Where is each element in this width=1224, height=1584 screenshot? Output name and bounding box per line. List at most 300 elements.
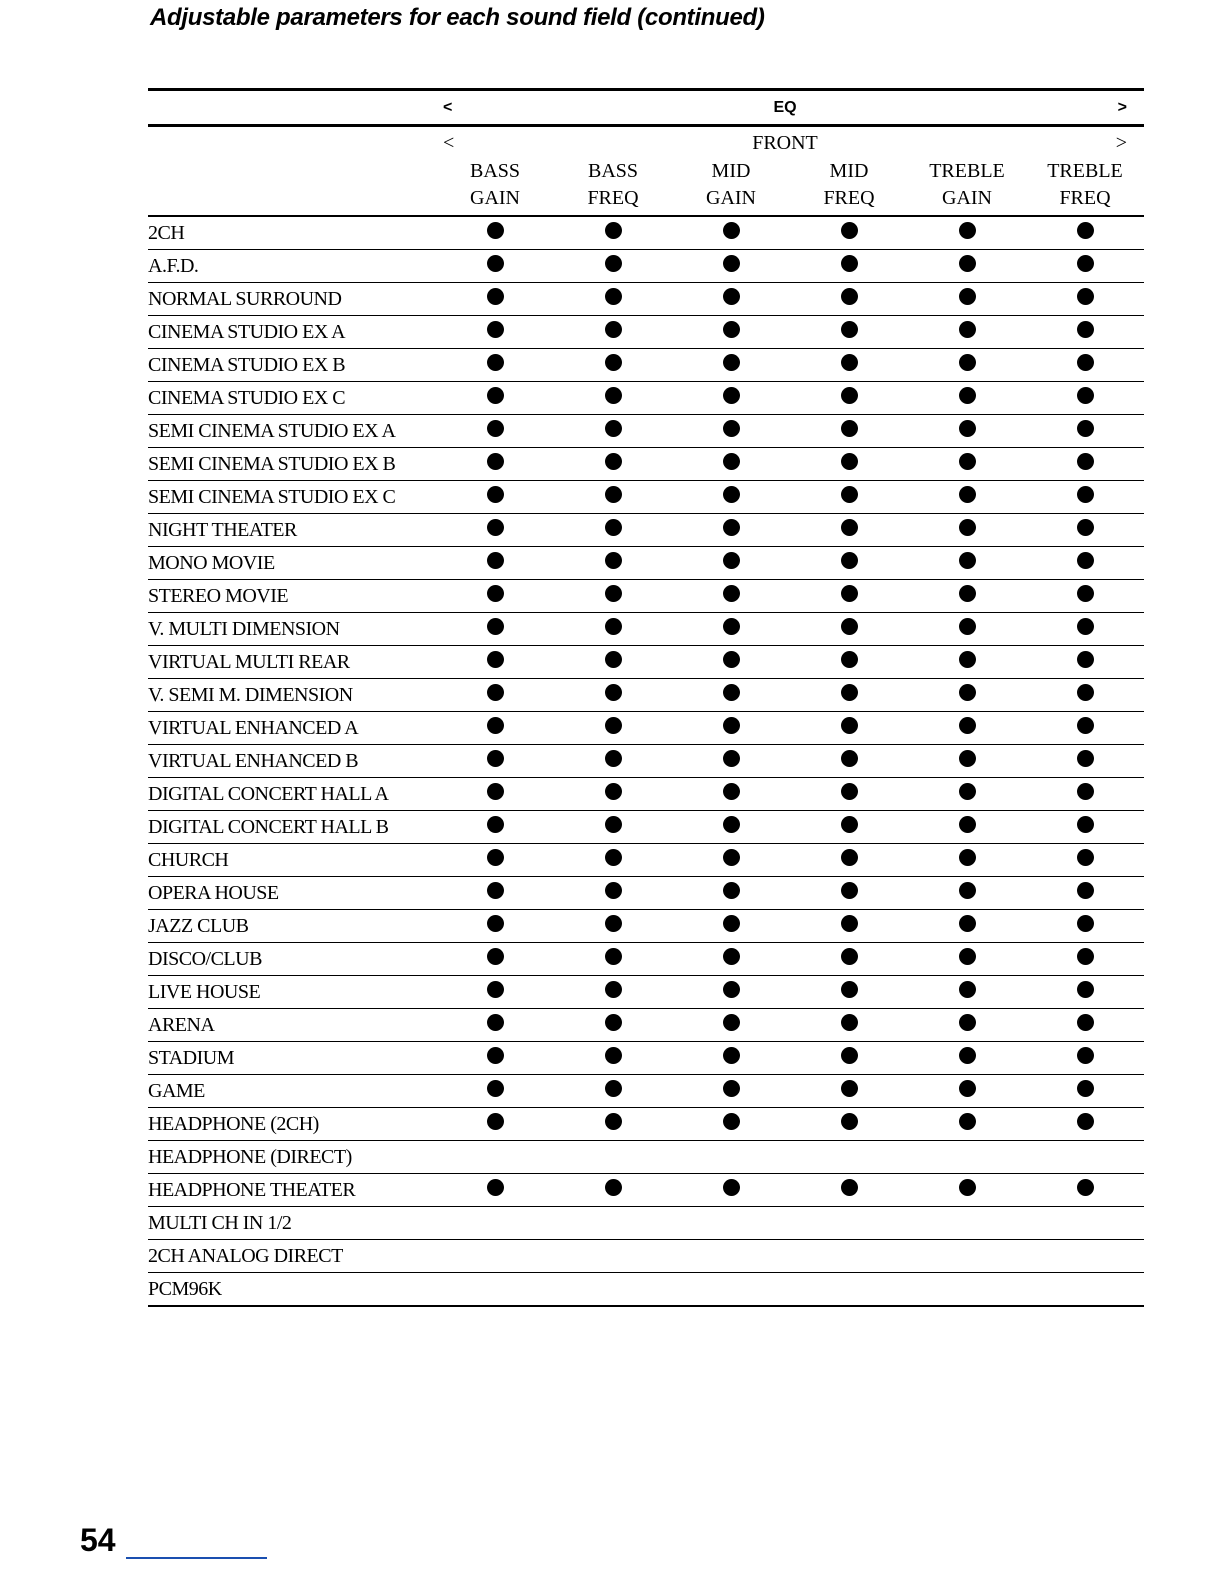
table-body xyxy=(148,216,1144,1306)
adjustable-dot-icon xyxy=(959,420,976,437)
parameter-cell xyxy=(908,646,1026,679)
table-row xyxy=(148,349,1144,382)
parameter-cell xyxy=(436,580,554,613)
adjustable-dot-icon xyxy=(487,1014,504,1031)
adjustable-dot-icon xyxy=(1077,354,1094,371)
parameter-cell xyxy=(908,844,1026,877)
parameter-cell xyxy=(908,448,1026,481)
page-title: Adjustable parameters for each sound field (continued) xyxy=(150,4,765,31)
sound-field-name: V. SEMI M. DIMENSION xyxy=(148,679,436,712)
sound-field-name: STADIUM xyxy=(148,1042,436,1075)
column-header-line1: BASS xyxy=(587,160,639,182)
parameter-cell xyxy=(436,844,554,877)
parameter-cell xyxy=(790,745,908,778)
parameter-cell xyxy=(672,1207,790,1240)
sound-field-name: GAME xyxy=(148,1075,436,1108)
parameter-cell xyxy=(1026,877,1144,910)
adjustable-dot-icon xyxy=(723,981,740,998)
adjustable-dot-icon xyxy=(841,354,858,371)
adjustable-dot-icon xyxy=(487,519,504,536)
parameter-cell xyxy=(554,1009,672,1042)
parameter-cell xyxy=(672,250,790,283)
adjustable-dot-icon xyxy=(487,948,504,965)
parameter-cell xyxy=(554,382,672,415)
parameter-cell xyxy=(790,514,908,547)
parameter-cell xyxy=(436,712,554,745)
parameter-cell xyxy=(554,547,672,580)
parameter-cell xyxy=(1026,1009,1144,1042)
eq-left-bracket: < xyxy=(443,98,453,116)
adjustable-dot-icon xyxy=(959,321,976,338)
adjustable-dot-icon xyxy=(1077,321,1094,338)
adjustable-dot-icon xyxy=(1077,1179,1094,1196)
parameter-cell xyxy=(908,1174,1026,1207)
parameter-cell xyxy=(672,844,790,877)
adjustable-dot-icon xyxy=(487,684,504,701)
parameter-cell xyxy=(790,349,908,382)
parameter-cell xyxy=(790,679,908,712)
parameter-cell xyxy=(554,679,672,712)
parameter-cell xyxy=(672,1174,790,1207)
column-header xyxy=(672,158,790,216)
adjustable-dot-icon xyxy=(959,618,976,635)
parameter-cell xyxy=(1026,514,1144,547)
parameter-cell xyxy=(436,1240,554,1273)
adjustable-dot-icon xyxy=(1077,882,1094,899)
parameter-cell xyxy=(908,349,1026,382)
parameter-cell xyxy=(908,481,1026,514)
parameter-cell xyxy=(672,283,790,316)
parameter-cell xyxy=(908,679,1026,712)
adjustable-dot-icon xyxy=(841,288,858,305)
sound-field-name: MONO MOVIE xyxy=(148,547,436,580)
parameter-cell xyxy=(436,778,554,811)
adjustable-dot-icon xyxy=(723,1014,740,1031)
adjustable-dot-icon xyxy=(723,1179,740,1196)
page-number-rule xyxy=(126,1557,267,1559)
parameter-cell xyxy=(554,646,672,679)
table-row xyxy=(148,679,1144,712)
column-header-line1: TREBLE xyxy=(929,160,1005,182)
adjustable-dot-icon xyxy=(723,255,740,272)
sound-field-name: 2CH xyxy=(148,216,436,250)
adjustable-dot-icon xyxy=(841,915,858,932)
sound-field-name: ARENA xyxy=(148,1009,436,1042)
adjustable-dot-icon xyxy=(605,783,622,800)
adjustable-dot-icon xyxy=(605,816,622,833)
parameter-cell xyxy=(790,778,908,811)
adjustable-dot-icon xyxy=(487,321,504,338)
parameter-cell xyxy=(1026,1075,1144,1108)
column-header-row xyxy=(148,158,1144,216)
parameter-cell xyxy=(554,415,672,448)
adjustable-dot-icon xyxy=(723,651,740,668)
column-header-line2: FREQ xyxy=(587,187,639,209)
sound-field-name: CINEMA STUDIO EX A xyxy=(148,316,436,349)
adjustable-dot-icon xyxy=(487,882,504,899)
parameter-cell xyxy=(672,1042,790,1075)
adjustable-dot-icon xyxy=(841,585,858,602)
sound-field-name: PCM96K xyxy=(148,1273,436,1307)
table-row xyxy=(148,1273,1144,1307)
adjustable-dot-icon xyxy=(959,651,976,668)
sound-field-name: SEMI CINEMA STUDIO EX C xyxy=(148,481,436,514)
parameter-cell xyxy=(436,382,554,415)
parameter-cell xyxy=(908,1141,1026,1174)
adjustable-dot-icon xyxy=(959,1179,976,1196)
sound-field-name: DISCO/CLUB xyxy=(148,943,436,976)
adjustable-dot-icon xyxy=(605,321,622,338)
adjustable-dot-icon xyxy=(841,882,858,899)
adjustable-dot-icon xyxy=(723,1047,740,1064)
table-row xyxy=(148,1240,1144,1273)
table-row xyxy=(148,250,1144,283)
parameter-cell xyxy=(672,613,790,646)
adjustable-dot-icon xyxy=(841,519,858,536)
parameter-cell xyxy=(1026,910,1144,943)
parameter-cell xyxy=(436,250,554,283)
parameter-cell xyxy=(436,1108,554,1141)
adjustable-dot-icon xyxy=(841,651,858,668)
adjustable-dot-icon xyxy=(487,717,504,734)
parameter-cell xyxy=(908,943,1026,976)
parameter-cell xyxy=(436,1174,554,1207)
parameter-cell xyxy=(672,745,790,778)
adjustable-dot-icon xyxy=(959,948,976,965)
adjustable-dot-icon xyxy=(959,1080,976,1097)
header-blank xyxy=(148,90,436,126)
parameter-cell xyxy=(672,382,790,415)
sound-field-name: VIRTUAL MULTI REAR xyxy=(148,646,436,679)
column-header-line2: FREQ xyxy=(1059,187,1111,209)
parameter-cell xyxy=(672,1009,790,1042)
parameter-cell xyxy=(908,745,1026,778)
column-header xyxy=(1026,158,1144,216)
adjustable-dot-icon xyxy=(841,552,858,569)
adjustable-dot-icon xyxy=(841,1014,858,1031)
parameter-cell xyxy=(1026,811,1144,844)
parameter-cell xyxy=(554,250,672,283)
parameter-cell xyxy=(672,1273,790,1307)
adjustable-dot-icon xyxy=(605,486,622,503)
adjustable-dot-icon xyxy=(1077,981,1094,998)
adjustable-dot-icon xyxy=(1077,1047,1094,1064)
parameter-cell xyxy=(672,415,790,448)
adjustable-dot-icon xyxy=(841,849,858,866)
adjustable-dot-icon xyxy=(841,1047,858,1064)
table-row xyxy=(148,1042,1144,1075)
table-row xyxy=(148,1174,1144,1207)
parameter-cell xyxy=(554,580,672,613)
adjustable-dot-icon xyxy=(1077,750,1094,767)
adjustable-dot-icon xyxy=(605,750,622,767)
adjustable-dot-icon xyxy=(487,453,504,470)
parameter-cell xyxy=(436,1273,554,1307)
adjustable-dot-icon xyxy=(723,321,740,338)
adjustable-dot-icon xyxy=(487,486,504,503)
parameter-cell xyxy=(790,976,908,1009)
sound-field-name: CHURCH xyxy=(148,844,436,877)
column-header-line1: MID xyxy=(711,160,751,182)
adjustable-dot-icon xyxy=(1077,1113,1094,1130)
adjustable-dot-icon xyxy=(487,420,504,437)
adjustable-dot-icon xyxy=(959,1014,976,1031)
table-row xyxy=(148,1075,1144,1108)
parameter-cell xyxy=(908,216,1026,250)
parameter-cell xyxy=(790,481,908,514)
adjustable-dot-icon xyxy=(605,651,622,668)
parameter-cell xyxy=(790,1075,908,1108)
adjustable-dot-icon xyxy=(959,915,976,932)
parameter-cell xyxy=(908,250,1026,283)
parameter-cell xyxy=(554,216,672,250)
parameter-cell xyxy=(436,910,554,943)
parameter-cell xyxy=(790,1108,908,1141)
column-header-line1: TREBLE xyxy=(1047,160,1123,182)
column-header-line1: BASS xyxy=(469,160,521,182)
eq-group-header xyxy=(436,90,1144,126)
adjustable-dot-icon xyxy=(959,552,976,569)
parameter-cell xyxy=(1026,283,1144,316)
parameter-cell xyxy=(1026,1174,1144,1207)
parameter-cell xyxy=(554,514,672,547)
parameter-cell xyxy=(436,976,554,1009)
adjustable-dot-icon xyxy=(605,618,622,635)
column-header-line2: GAIN xyxy=(706,187,756,209)
table-row xyxy=(148,382,1144,415)
parameter-cell xyxy=(554,976,672,1009)
sound-field-name: MULTI CH IN 1/2 xyxy=(148,1207,436,1240)
parameter-cell xyxy=(554,1174,672,1207)
parameter-cell xyxy=(1026,250,1144,283)
table-row xyxy=(148,778,1144,811)
table-row xyxy=(148,316,1144,349)
parameter-cell xyxy=(1026,646,1144,679)
adjustable-dot-icon xyxy=(959,750,976,767)
parameter-cell xyxy=(672,216,790,250)
adjustable-dot-icon xyxy=(487,618,504,635)
sound-field-name: 2CH ANALOG DIRECT xyxy=(148,1240,436,1273)
adjustable-dot-icon xyxy=(959,255,976,272)
adjustable-dot-icon xyxy=(605,1113,622,1130)
table-row xyxy=(148,1207,1144,1240)
parameter-cell xyxy=(1026,844,1144,877)
adjustable-dot-icon xyxy=(605,849,622,866)
adjustable-dot-icon xyxy=(841,948,858,965)
parameter-cell xyxy=(790,1273,908,1307)
adjustable-dot-icon xyxy=(723,1080,740,1097)
sound-field-name: HEADPHONE (2CH) xyxy=(148,1108,436,1141)
parameter-cell xyxy=(1026,712,1144,745)
table-row xyxy=(148,613,1144,646)
parameter-cell xyxy=(908,547,1026,580)
parameter-cell xyxy=(554,1108,672,1141)
parameter-cell xyxy=(790,1009,908,1042)
adjustable-dot-icon xyxy=(487,222,504,239)
adjustable-dot-icon xyxy=(487,552,504,569)
table-row xyxy=(148,283,1144,316)
adjustable-dot-icon xyxy=(487,651,504,668)
adjustable-dot-icon xyxy=(841,321,858,338)
adjustable-dot-icon xyxy=(487,585,504,602)
parameter-cell xyxy=(672,547,790,580)
parameter-cell xyxy=(790,1174,908,1207)
parameter-cell xyxy=(1026,216,1144,250)
parameter-cell xyxy=(1026,316,1144,349)
table-row xyxy=(148,580,1144,613)
parameter-cell xyxy=(790,1207,908,1240)
parameter-cell xyxy=(1026,613,1144,646)
parameter-cell xyxy=(436,1141,554,1174)
adjustable-dot-icon xyxy=(723,684,740,701)
adjustable-dot-icon xyxy=(723,948,740,965)
parameter-cell xyxy=(436,679,554,712)
parameter-cell xyxy=(672,943,790,976)
table-row xyxy=(148,712,1144,745)
adjustable-dot-icon xyxy=(959,1047,976,1064)
adjustable-dot-icon xyxy=(723,288,740,305)
sound-field-name: STEREO MOVIE xyxy=(148,580,436,613)
table-row xyxy=(148,910,1144,943)
parameter-cell xyxy=(554,811,672,844)
adjustable-dot-icon xyxy=(487,915,504,932)
parameter-cell xyxy=(1026,1042,1144,1075)
adjustable-dot-icon xyxy=(841,453,858,470)
parameter-cell xyxy=(1026,976,1144,1009)
parameter-cell xyxy=(436,1075,554,1108)
parameter-cell xyxy=(436,877,554,910)
adjustable-dot-icon xyxy=(723,882,740,899)
parameter-cell xyxy=(554,877,672,910)
adjustable-dot-icon xyxy=(959,717,976,734)
parameter-cell xyxy=(436,646,554,679)
adjustable-dot-icon xyxy=(1077,816,1094,833)
parameter-cell xyxy=(908,1009,1026,1042)
parameter-cell xyxy=(1026,943,1144,976)
column-header xyxy=(908,158,1026,216)
adjustable-dot-icon xyxy=(723,1113,740,1130)
adjustable-dot-icon xyxy=(841,420,858,437)
sound-field-name: VIRTUAL ENHANCED B xyxy=(148,745,436,778)
parameter-cell xyxy=(790,250,908,283)
adjustable-dot-icon xyxy=(1077,519,1094,536)
parameters-table xyxy=(148,88,1144,1307)
column-header-line2: FREQ xyxy=(823,187,875,209)
parameter-cell xyxy=(672,910,790,943)
parameter-cell xyxy=(908,778,1026,811)
parameter-cell xyxy=(554,1273,672,1307)
parameter-cell xyxy=(436,481,554,514)
parameter-cell xyxy=(1026,448,1144,481)
column-header xyxy=(436,158,554,216)
parameter-cell xyxy=(908,1108,1026,1141)
table-row xyxy=(148,547,1144,580)
parameter-cell xyxy=(554,844,672,877)
sound-field-name: NIGHT THEATER xyxy=(148,514,436,547)
adjustable-dot-icon xyxy=(841,750,858,767)
sound-field-name: SEMI CINEMA STUDIO EX B xyxy=(148,448,436,481)
adjustable-dot-icon xyxy=(723,453,740,470)
sound-field-name: OPERA HOUSE xyxy=(148,877,436,910)
parameter-cell xyxy=(790,1042,908,1075)
adjustable-dot-icon xyxy=(1077,453,1094,470)
adjustable-dot-icon xyxy=(605,684,622,701)
adjustable-dot-icon xyxy=(723,816,740,833)
parameter-cell xyxy=(672,1141,790,1174)
parameter-cell xyxy=(908,910,1026,943)
parameter-cell xyxy=(790,283,908,316)
parameter-cell xyxy=(672,1240,790,1273)
parameter-cell xyxy=(672,811,790,844)
parameter-cell xyxy=(672,712,790,745)
parameter-cell xyxy=(790,844,908,877)
parameter-cell xyxy=(1026,382,1144,415)
adjustable-dot-icon xyxy=(723,717,740,734)
parameter-cell xyxy=(1026,415,1144,448)
adjustable-dot-icon xyxy=(487,255,504,272)
parameter-cell xyxy=(436,1009,554,1042)
adjustable-dot-icon xyxy=(487,354,504,371)
parameter-cell xyxy=(554,1207,672,1240)
parameter-cell xyxy=(672,1108,790,1141)
parameter-cell xyxy=(790,1240,908,1273)
column-header-line2: GAIN xyxy=(942,187,992,209)
adjustable-dot-icon xyxy=(605,1047,622,1064)
adjustable-dot-icon xyxy=(841,486,858,503)
parameter-cell xyxy=(1026,1240,1144,1273)
adjustable-dot-icon xyxy=(605,1080,622,1097)
adjustable-dot-icon xyxy=(1077,684,1094,701)
eq-header-row xyxy=(148,90,1144,126)
parameter-cell xyxy=(1026,1108,1144,1141)
parameter-cell xyxy=(436,283,554,316)
adjustable-dot-icon xyxy=(723,585,740,602)
parameter-cell xyxy=(436,1042,554,1075)
parameter-cell xyxy=(672,778,790,811)
parameter-cell xyxy=(672,580,790,613)
adjustable-dot-icon xyxy=(1077,255,1094,272)
adjustable-dot-icon xyxy=(959,981,976,998)
table-row xyxy=(148,514,1144,547)
table-row xyxy=(148,481,1144,514)
parameter-cell xyxy=(436,613,554,646)
sound-field-name: HEADPHONE THEATER xyxy=(148,1174,436,1207)
adjustable-dot-icon xyxy=(605,288,622,305)
adjustable-dot-icon xyxy=(1077,948,1094,965)
parameter-cell xyxy=(790,613,908,646)
adjustable-dot-icon xyxy=(487,288,504,305)
front-group-header xyxy=(436,126,1144,159)
table-row xyxy=(148,448,1144,481)
sound-field-name: A.F.D. xyxy=(148,250,436,283)
adjustable-dot-icon xyxy=(1077,1080,1094,1097)
adjustable-dot-icon xyxy=(605,585,622,602)
sound-field-name: CINEMA STUDIO EX B xyxy=(148,349,436,382)
adjustable-dot-icon xyxy=(723,519,740,536)
adjustable-dot-icon xyxy=(1077,717,1094,734)
adjustable-dot-icon xyxy=(1077,585,1094,602)
adjustable-dot-icon xyxy=(605,1014,622,1031)
parameter-cell xyxy=(1026,1141,1144,1174)
adjustable-dot-icon xyxy=(1077,486,1094,503)
adjustable-dot-icon xyxy=(959,816,976,833)
adjustable-dot-icon xyxy=(487,1113,504,1130)
parameter-cell xyxy=(554,1075,672,1108)
adjustable-dot-icon xyxy=(841,387,858,404)
eq-right-bracket: > xyxy=(1117,98,1127,116)
front-left-bracket: < xyxy=(443,131,455,154)
sound-field-name: V. MULTI DIMENSION xyxy=(148,613,436,646)
